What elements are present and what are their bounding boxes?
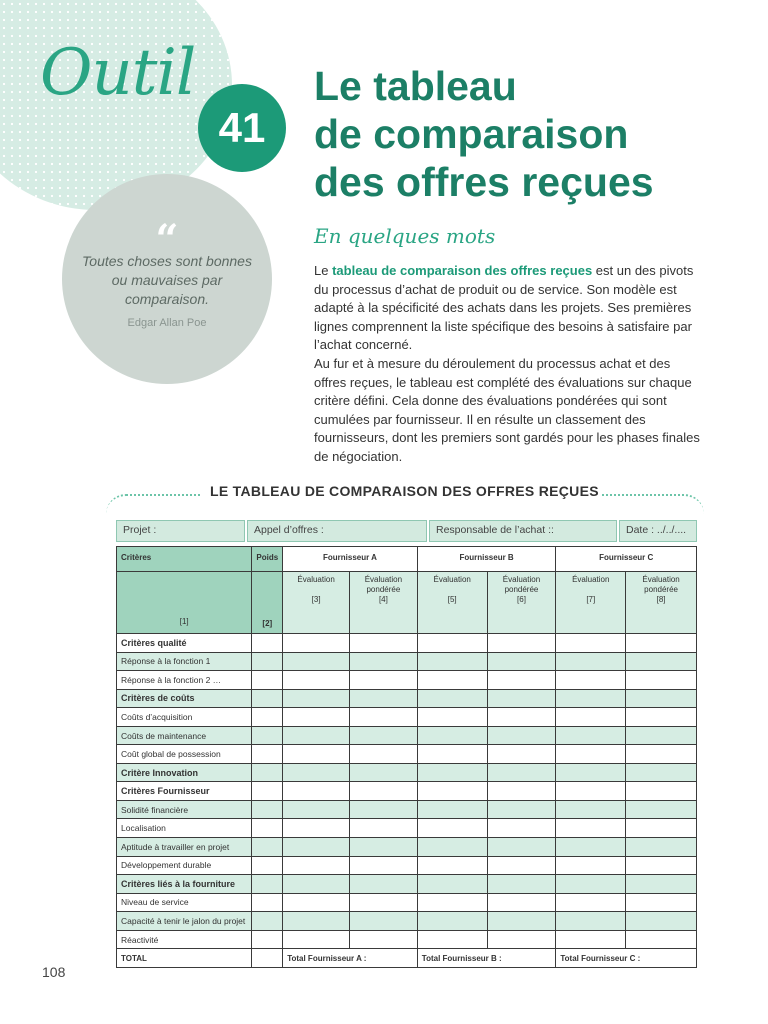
score-cell[interactable] xyxy=(626,763,697,782)
score-cell[interactable] xyxy=(283,745,350,764)
score-cell[interactable] xyxy=(283,652,350,671)
score-cell[interactable] xyxy=(626,800,697,819)
score-cell[interactable] xyxy=(350,671,418,690)
score-cell[interactable] xyxy=(556,652,626,671)
score-cell[interactable] xyxy=(350,875,418,894)
score-cell[interactable] xyxy=(283,634,350,653)
score-cell[interactable] xyxy=(350,893,418,912)
score-cell[interactable] xyxy=(283,819,350,838)
score-cell[interactable] xyxy=(350,745,418,764)
score-cell[interactable] xyxy=(626,634,697,653)
score-cell[interactable] xyxy=(417,726,487,745)
score-cell[interactable] xyxy=(283,800,350,819)
table-row xyxy=(117,782,697,801)
score-cell[interactable] xyxy=(626,689,697,708)
score-cell[interactable] xyxy=(487,912,556,931)
table-section-title: LE TABLEAU DE COMPARAISON DES OFFRES REÇUES xyxy=(210,483,599,499)
table-row xyxy=(117,819,697,838)
score-cell[interactable] xyxy=(350,856,418,875)
criteria-label: Réponse à la fonction 2 … xyxy=(117,671,252,690)
score-cell[interactable] xyxy=(417,819,487,838)
score-cell[interactable] xyxy=(487,819,556,838)
quote-text: Toutes choses sont bonnes ou mauvaises par comparaison. xyxy=(82,253,252,307)
table-row xyxy=(117,875,697,894)
score-cell[interactable] xyxy=(417,856,487,875)
criteria-label: Critères Fournisseur xyxy=(117,782,252,801)
score-cell[interactable] xyxy=(350,652,418,671)
score-cell[interactable] xyxy=(417,634,487,653)
score-cell[interactable] xyxy=(556,745,626,764)
score-cell[interactable] xyxy=(350,689,418,708)
score-cell[interactable] xyxy=(487,800,556,819)
score-cell[interactable] xyxy=(626,838,697,857)
weighted-eval-c: Évaluation pondérée [8] xyxy=(626,572,697,634)
score-cell[interactable] xyxy=(350,726,418,745)
score-cell[interactable] xyxy=(252,800,283,819)
date-field: Date : ../../.... xyxy=(619,520,697,542)
score-cell[interactable] xyxy=(556,819,626,838)
comparison-table xyxy=(116,546,697,968)
total-supplier-b: Total Fournisseur B : xyxy=(417,949,556,968)
score-cell[interactable] xyxy=(283,838,350,857)
eval-b: Évaluation [5] xyxy=(417,572,487,634)
score-cell[interactable] xyxy=(626,671,697,690)
project-field: Projet : xyxy=(116,520,245,542)
criteria-label: Coûts d’acquisition xyxy=(117,708,252,727)
intro-p2: Au fur et à mesure du déroulement du processus achat et des offres reçues, le tableau est complété des évaluations sur chaque critère défini. Cela donne des évaluations pondérées qui sont cumulées par fournisseur. Il en résulte un classement des fournisseurs, dont les premiers sont gardés pour les phases finales de négociation. xyxy=(314,355,700,464)
score-cell[interactable] xyxy=(417,763,487,782)
score-cell[interactable] xyxy=(350,800,418,819)
criteria-header: Critères xyxy=(117,547,252,572)
score-cell[interactable] xyxy=(350,708,418,727)
table-row xyxy=(117,708,697,727)
supplier-b-header: Fournisseur B xyxy=(417,547,556,572)
score-cell[interactable] xyxy=(487,708,556,727)
intro-text xyxy=(314,262,706,467)
criteria-label: Solidité financière xyxy=(117,800,252,819)
score-cell[interactable] xyxy=(350,838,418,857)
score-cell[interactable] xyxy=(417,652,487,671)
table-row xyxy=(117,912,697,931)
score-cell[interactable] xyxy=(626,745,697,764)
score-cell[interactable] xyxy=(252,930,283,949)
criteria-label: Critères qualité xyxy=(117,634,252,653)
score-cell[interactable] xyxy=(626,912,697,931)
score-cell[interactable] xyxy=(556,634,626,653)
criteria-label: Réactivité xyxy=(117,930,252,949)
score-cell[interactable] xyxy=(417,782,487,801)
score-cell[interactable] xyxy=(283,856,350,875)
score-cell[interactable] xyxy=(626,652,697,671)
score-cell[interactable] xyxy=(556,893,626,912)
intro-highlight: tableau de comparaison des offres reçues xyxy=(332,263,593,278)
score-cell[interactable] xyxy=(252,875,283,894)
total-supplier-a: Total Fournisseur A : xyxy=(283,949,418,968)
table-row xyxy=(117,671,697,690)
score-cell[interactable] xyxy=(626,875,697,894)
score-cell[interactable] xyxy=(417,838,487,857)
score-cell[interactable] xyxy=(556,856,626,875)
score-cell[interactable] xyxy=(487,875,556,894)
title-line-1: Le tableau xyxy=(314,63,517,109)
intro-p1-start: Le xyxy=(314,263,333,278)
table-row xyxy=(117,930,697,949)
score-cell[interactable] xyxy=(487,763,556,782)
score-cell[interactable] xyxy=(487,634,556,653)
criteria-label: Aptitude à travailler en projet xyxy=(117,838,252,857)
score-cell[interactable] xyxy=(252,726,283,745)
table-row xyxy=(117,893,697,912)
weight-ref: [2] xyxy=(252,572,283,634)
score-cell[interactable] xyxy=(626,726,697,745)
weighted-eval-a: Évaluation pondérée [4] xyxy=(350,572,418,634)
table-row xyxy=(117,838,697,857)
score-cell[interactable] xyxy=(252,652,283,671)
score-cell[interactable] xyxy=(487,689,556,708)
score-cell[interactable] xyxy=(417,800,487,819)
score-cell[interactable] xyxy=(350,819,418,838)
score-cell[interactable] xyxy=(283,782,350,801)
title-line-2: de comparaison xyxy=(314,111,629,157)
weight-header: Poids xyxy=(252,547,283,572)
criteria-ref: [1] xyxy=(117,572,252,634)
score-cell[interactable] xyxy=(252,819,283,838)
score-cell[interactable] xyxy=(556,708,626,727)
score-cell[interactable] xyxy=(556,763,626,782)
score-cell[interactable] xyxy=(252,838,283,857)
quote-circle xyxy=(62,174,272,384)
table-row xyxy=(117,800,697,819)
score-cell[interactable] xyxy=(556,671,626,690)
score-cell[interactable] xyxy=(487,745,556,764)
score-cell[interactable] xyxy=(556,875,626,894)
score-cell[interactable] xyxy=(252,893,283,912)
score-cell[interactable] xyxy=(417,671,487,690)
score-cell[interactable] xyxy=(487,726,556,745)
score-cell[interactable] xyxy=(252,745,283,764)
table-row xyxy=(117,726,697,745)
score-cell[interactable] xyxy=(556,912,626,931)
score-cell[interactable] xyxy=(626,708,697,727)
score-cell[interactable] xyxy=(417,745,487,764)
buyer-field: Responsable de l’achat :: xyxy=(429,520,617,542)
criteria-label: Critères de coûts xyxy=(117,689,252,708)
score-cell[interactable] xyxy=(417,708,487,727)
criteria-label: Coût global de possession xyxy=(117,745,252,764)
table-row xyxy=(117,689,697,708)
score-cell[interactable] xyxy=(252,912,283,931)
eval-a: Évaluation [3] xyxy=(283,572,350,634)
score-cell[interactable] xyxy=(487,671,556,690)
score-cell[interactable] xyxy=(252,671,283,690)
quote-author: Edgar Allan Poe xyxy=(127,317,207,329)
total-row xyxy=(117,949,697,968)
score-cell[interactable] xyxy=(283,930,350,949)
score-cell[interactable] xyxy=(487,838,556,857)
table-row xyxy=(117,634,697,653)
score-cell[interactable] xyxy=(283,708,350,727)
page-title xyxy=(314,62,654,206)
total-supplier-c: Total Fournisseur C : xyxy=(556,949,697,968)
criteria-label: Capacité à tenir le jalon du projet xyxy=(117,912,252,931)
criteria-label: Localisation xyxy=(117,819,252,838)
score-cell[interactable] xyxy=(417,893,487,912)
table-row xyxy=(117,745,697,764)
score-cell[interactable] xyxy=(283,671,350,690)
total-label: TOTAL xyxy=(117,949,252,968)
score-cell[interactable] xyxy=(556,800,626,819)
score-cell[interactable] xyxy=(350,634,418,653)
score-cell[interactable] xyxy=(283,912,350,931)
score-cell[interactable] xyxy=(350,763,418,782)
criteria-label: Niveau de service xyxy=(117,893,252,912)
score-cell[interactable] xyxy=(626,856,697,875)
score-cell[interactable] xyxy=(487,652,556,671)
score-cell[interactable] xyxy=(252,689,283,708)
score-cell[interactable] xyxy=(556,726,626,745)
score-cell[interactable] xyxy=(487,930,556,949)
title-line-3: des offres reçues xyxy=(314,159,654,205)
score-cell[interactable] xyxy=(252,782,283,801)
score-cell[interactable] xyxy=(350,782,418,801)
table-row xyxy=(117,652,697,671)
score-cell[interactable] xyxy=(252,634,283,653)
score-cell[interactable] xyxy=(626,819,697,838)
score-cell[interactable] xyxy=(283,726,350,745)
page-number: 108 xyxy=(42,964,66,980)
score-cell[interactable] xyxy=(283,893,350,912)
project-info-row xyxy=(116,520,697,542)
intro-p1-rest: est un des pivots du processus d’achat de produit ou de service. Son modèle est adapté à la spécificité des achats dans les projets. Ses premières lignes comprennent la liste spécifique des besoins à satisfaire par l’achat concerné. xyxy=(314,263,694,353)
score-cell[interactable] xyxy=(626,782,697,801)
score-cell[interactable] xyxy=(626,893,697,912)
score-cell[interactable] xyxy=(252,856,283,875)
supplier-a-header: Fournisseur A xyxy=(283,547,418,572)
score-cell[interactable] xyxy=(283,689,350,708)
score-cell[interactable] xyxy=(283,875,350,894)
section-subtitle: En quelques mots xyxy=(314,224,496,248)
criteria-label: Réponse à la fonction 1 xyxy=(117,652,252,671)
score-cell[interactable] xyxy=(417,930,487,949)
tender-field: Appel d’offres : xyxy=(247,520,427,542)
score-cell[interactable] xyxy=(350,912,418,931)
tool-number-badge: 41 xyxy=(198,84,286,172)
score-cell[interactable] xyxy=(487,893,556,912)
score-cell[interactable] xyxy=(556,689,626,708)
score-cell[interactable] xyxy=(556,838,626,857)
weighted-eval-b: Évaluation pondérée [6] xyxy=(487,572,556,634)
score-cell[interactable] xyxy=(252,708,283,727)
score-cell[interactable] xyxy=(417,912,487,931)
score-cell[interactable] xyxy=(487,856,556,875)
score-cell[interactable] xyxy=(626,930,697,949)
score-cell[interactable] xyxy=(283,763,350,782)
score-cell[interactable] xyxy=(252,763,283,782)
quote-mark-icon: “ xyxy=(155,216,179,263)
criteria-label: Développement durable xyxy=(117,856,252,875)
score-cell[interactable] xyxy=(417,689,487,708)
criteria-label: Critères liés à la fourniture xyxy=(117,875,252,894)
table-row xyxy=(117,763,697,782)
score-cell[interactable] xyxy=(556,782,626,801)
score-cell[interactable] xyxy=(487,782,556,801)
score-cell[interactable] xyxy=(417,875,487,894)
eval-c: Évaluation [7] xyxy=(556,572,626,634)
table-row xyxy=(117,856,697,875)
supplier-c-header: Fournisseur C xyxy=(556,547,697,572)
criteria-label: Critère Innovation xyxy=(117,763,252,782)
score-cell[interactable] xyxy=(556,930,626,949)
criteria-label: Coûts de maintenance xyxy=(117,726,252,745)
tool-label: Outil xyxy=(40,36,196,110)
score-cell[interactable] xyxy=(350,930,418,949)
